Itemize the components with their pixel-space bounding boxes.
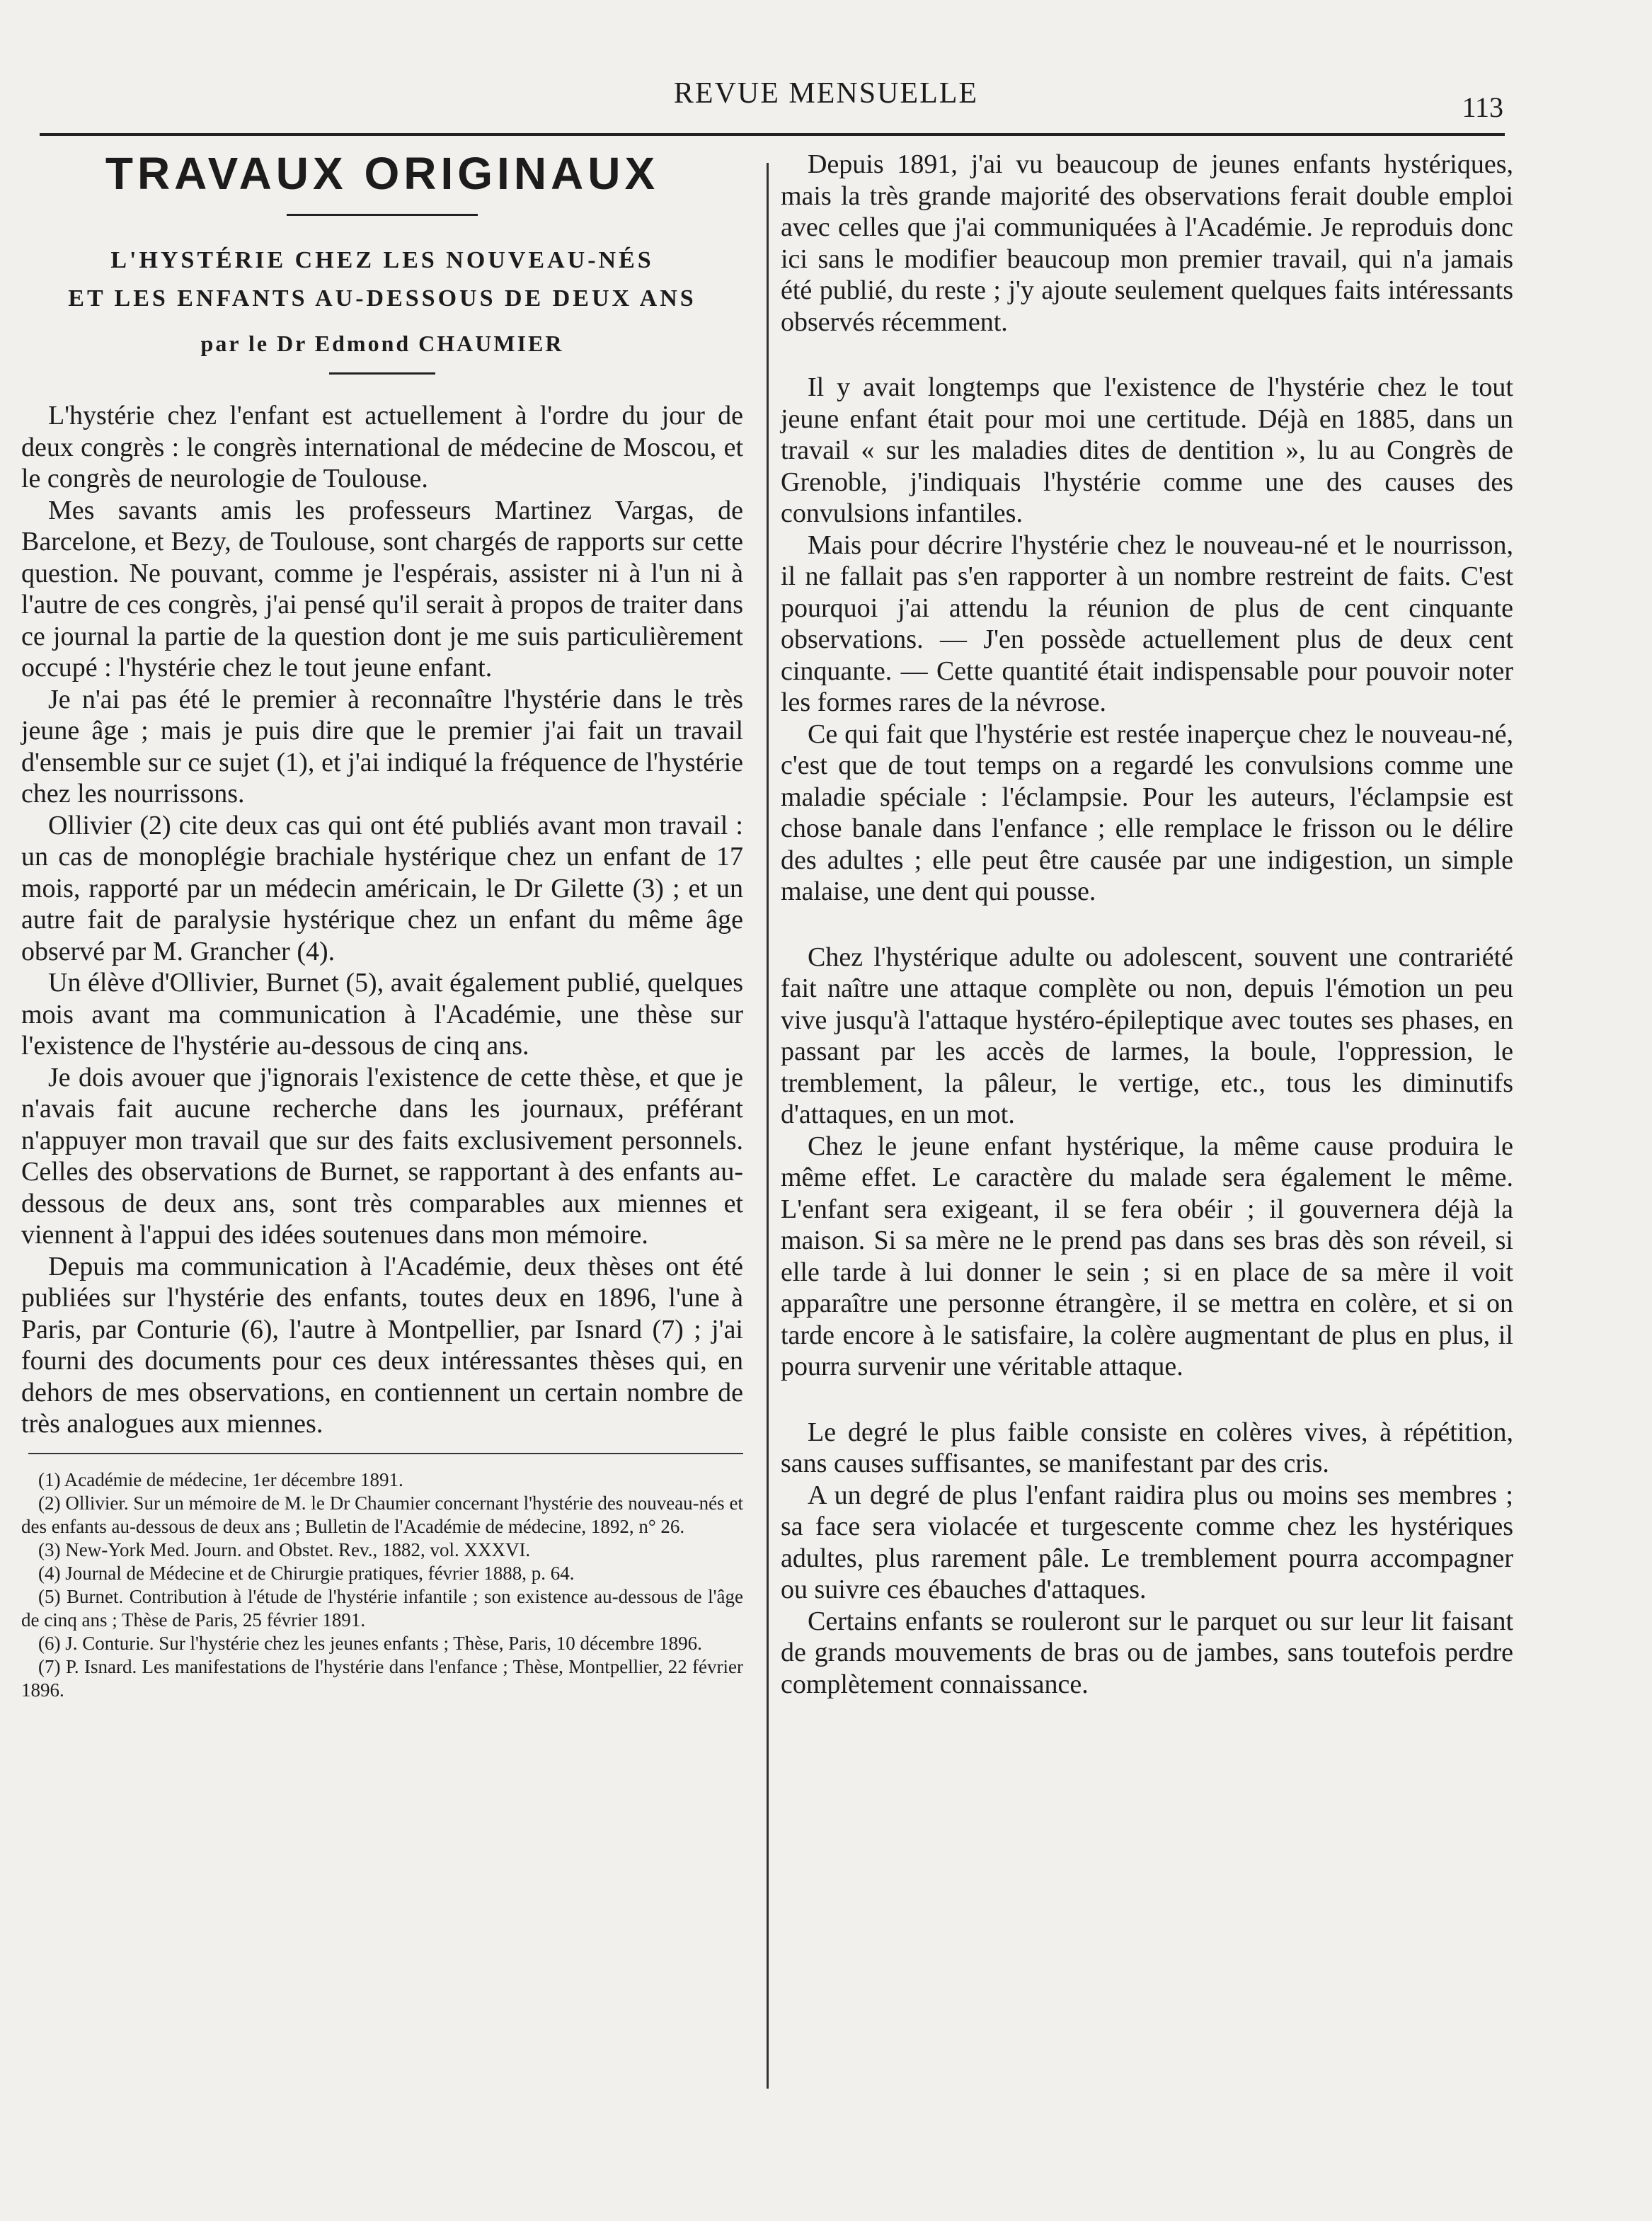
byline: par le Dr Edmond CHAUMIER (200, 331, 564, 356)
header-rule (40, 133, 1505, 136)
paragraph: Chez le jeune enfant hystérique, la même cause produira le même effet. Le caractère du malade sera également le même. L'enfant sera exigeant, il se fera obéir ; il gouvernera déjà la maison. Si sa mère ne le prend pas dans ses bras dès son réveil, si elle tarde à lui donner le sein ; si en place de sa mère il voit apparaître une personne étrangère, il se mettra en colère, et si on tarde encore à le satisfaire, la colère augmentant de plus en plus, il pourra survenir une véritable attaque. (781, 1131, 1513, 1381)
paragraph: Depuis 1891, j'ai vu beaucoup de jeunes enfants hystériques, mais la très grande majorité des observations ferait double emploi avec celles que j'ai communiquées à l'Académie. Je reproduis donc ici sans le modifier beaucoup mon premier travail, qui n'a jamais été publié, du reste ; j'y ajoute seulement quelques faits intéressants observés récemment. (781, 149, 1513, 337)
paragraph: Certains enfants se rouleront sur le parquet ou sur leur lit faisant de grands mouvements de bras ou de jambes, sans toutefois perdre complètement connaissance. (781, 1606, 1513, 1699)
footnote-rule (28, 1453, 743, 1454)
footnote: (4) Journal de Médecine et de Chirurgie pratiques, février 1888, p. 64. (38, 1562, 575, 1584)
right-column (781, 149, 1513, 1700)
paragraph: Mais pour décrire l'hystérie chez le nouveau-né et le nourrisson, il ne fallait pas s'en rapporter à un nombre restreint de faits. C'est pourquoi j'ai attendu la réunion de plus de cent cinquante observations. — J'en possède actuellement plus de deux cent cinquante. — Cette quantité était indispensable pour pouvoir noter les formes rares de la névrose. (781, 530, 1513, 717)
paragraph: Je dois avouer que j'ignorais l'existence de cette thèse, et que je n'avais fait aucune recherche dans les journaux, préférant n'appuyer mon travail que sur des faits exclusivement personnels. Celles des observations de Burnet, se rapportant à des enfants au-dessous de deux ans, sont très comparables aux miennes et viennent à l'appui des idées soutenues dans mon mémoire. (21, 1062, 743, 1250)
paragraph: Un élève d'Ollivier, Burnet (5), avait également publié, quelques mois avant ma communication à l'Académie, une thèse sur l'existence de l'hystérie au-dessous de cinq ans. (21, 968, 743, 1061)
paragraph: L'hystérie chez l'enfant est actuellement à l'ordre du jour de deux congrès : le congrès international de médecine de Moscou, et le congrès de neurologie de Toulouse. (21, 401, 743, 493)
running-title: REVUE MENSUELLE (673, 77, 979, 110)
paragraph: Il y avait longtemps que l'existence de l'hystérie chez le tout jeune enfant était pour moi une certitude. Déjà en 1885, dans un travail « sur les maladies dites de dentition », lu au Congrès de Grenoble, j'indiquais l'hystérie comme une des causes des convulsions infantiles. (781, 372, 1513, 528)
section-gap (781, 338, 1513, 372)
footnote: (1) Académie de médecine, 1er décembre 1891. (38, 1468, 403, 1490)
footnote: (2) Ollivier. Sur un mémoire de M. le Dr Chaumier concernant l'hystérie des nouveau-nés et des enfants au-dessous de deux ans ; Bulletin de l'Académie de médecine, 1892, n° 26. (21, 1492, 743, 1537)
paragraph: A un degré de plus l'enfant raidira plus ou moins ses membres ; sa face sera violacée et turgescente comme chez les hystériques adultes, plus rarement pâle. Le tremblement pourra accompagner ou suivre ces ébauches d'attaques. (781, 1480, 1513, 1604)
section-gap (781, 1383, 1513, 1417)
paragraph: Chez l'hystérique adulte ou adolescent, souvent une contrariété fait naître une attaque complète ou non, depuis l'émotion un peu vive jusqu'à l'attaque hystéro-épileptique avec toutes ses phases, en passant par les accès de larmes, la boule, l'oppression, le tremblement, la pâleur, le vertige, etc., tous les diminutifs d'attaques, en un mot. (781, 942, 1513, 1129)
paragraph: Ollivier (2) cite deux cas qui ont été publiés avant mon travail : un cas de monoplégie brachiale hystérique chez un enfant de 17 mois, rapporté par un médecin américain, le Dr Gilette (3) ; et un autre fait de paralysie hystérique chez un enfant du même âge observé par M. Grancher (4). (21, 810, 743, 966)
paragraph: Je n'ai pas été le premier à reconnaître l'hystérie dans le très jeune âge ; mais je puis dire que le premier j'ai fait un travail d'ensemble sur ce sujet (1), et j'ai indiqué la fréquence de l'hystérie chez les nourrissons. (21, 684, 743, 809)
footnote: (3) New-York Med. Journ. and Obstet. Rev., 1882, vol. XXXVI. (38, 1538, 531, 1560)
page-number: 113 (1462, 91, 1503, 123)
paragraph: Depuis ma communication à l'Académie, deux thèses ont été publiées sur l'hystérie des enfants, toutes deux en 1896, l'une à Paris, par Conturie (6), l'autre à Montpellier, par Isnard (7) ; j'ai fourni des documents pour ces deux intéressantes thèses qui, en dehors de mes observations, en contiennent un certain nombre de très analogues aux miennes. (21, 1251, 743, 1439)
title-rule (287, 214, 478, 216)
paragraph: Mes savants amis les professeurs Martinez Vargas, de Barcelone, et Bezy, de Toulouse, sont chargés de rapports sur cette question. Ne pouvant, comme je l'espérais, assister ni à l'un ni à l'autre de ces congrès, j'ai pensé qu'il serait à propos de traiter dans ce journal la partie de la question dont je me suis particulièrement occupé : l'hystérie chez le tout jeune enfant. (21, 495, 743, 683)
footnote: (6) J. Conturie. Sur l'hystérie chez les jeunes enfants ; Thèse, Paris, 10 décembre 1896. (38, 1632, 702, 1654)
byline-rule (329, 372, 435, 375)
paragraph: Le degré le plus faible consiste en colères vives, à répétition, sans causes suffisantes, se manifestant par des cris. (781, 1417, 1513, 1478)
footnote: (5) Burnet. Contribution à l'étude de l'hystérie infantile ; son existence au-dessous de l'âge de cinq ans ; Thèse de Paris, 25 février 1891. (21, 1585, 743, 1631)
footnote: (7) P. Isnard. Les manifestations de l'hystérie dans l'enfance ; Thèse, Montpellier, 22 février 1896. (21, 1655, 743, 1701)
section-title: TRAVAUX ORIGINAUX (105, 148, 660, 199)
footnotes (21, 1468, 743, 1702)
section-gap (781, 908, 1513, 942)
article-title-line-1: L'HYSTÉRIE CHEZ LES NOUVEAU-NÉS (110, 247, 654, 273)
paragraph: Ce qui fait que l'hystérie est restée inaperçue chez le nouveau-né, c'est que de tout temps on a regardé les convulsions comme une maladie spéciale : l'éclampsie. Pour les auteurs, l'éclampsie est chose banale dans l'enfance ; elle remplace le frisson ou le délire des adultes ; elle peut être causée par une indigestion, un simple malaise, une dent qui pousse. (781, 719, 1513, 906)
column-divider (767, 163, 769, 2089)
article-title-line-2: ET LES ENFANTS AU-DESSOUS DE DEUX ANS (68, 285, 696, 312)
left-column (21, 149, 743, 1702)
left-body (21, 400, 743, 1440)
